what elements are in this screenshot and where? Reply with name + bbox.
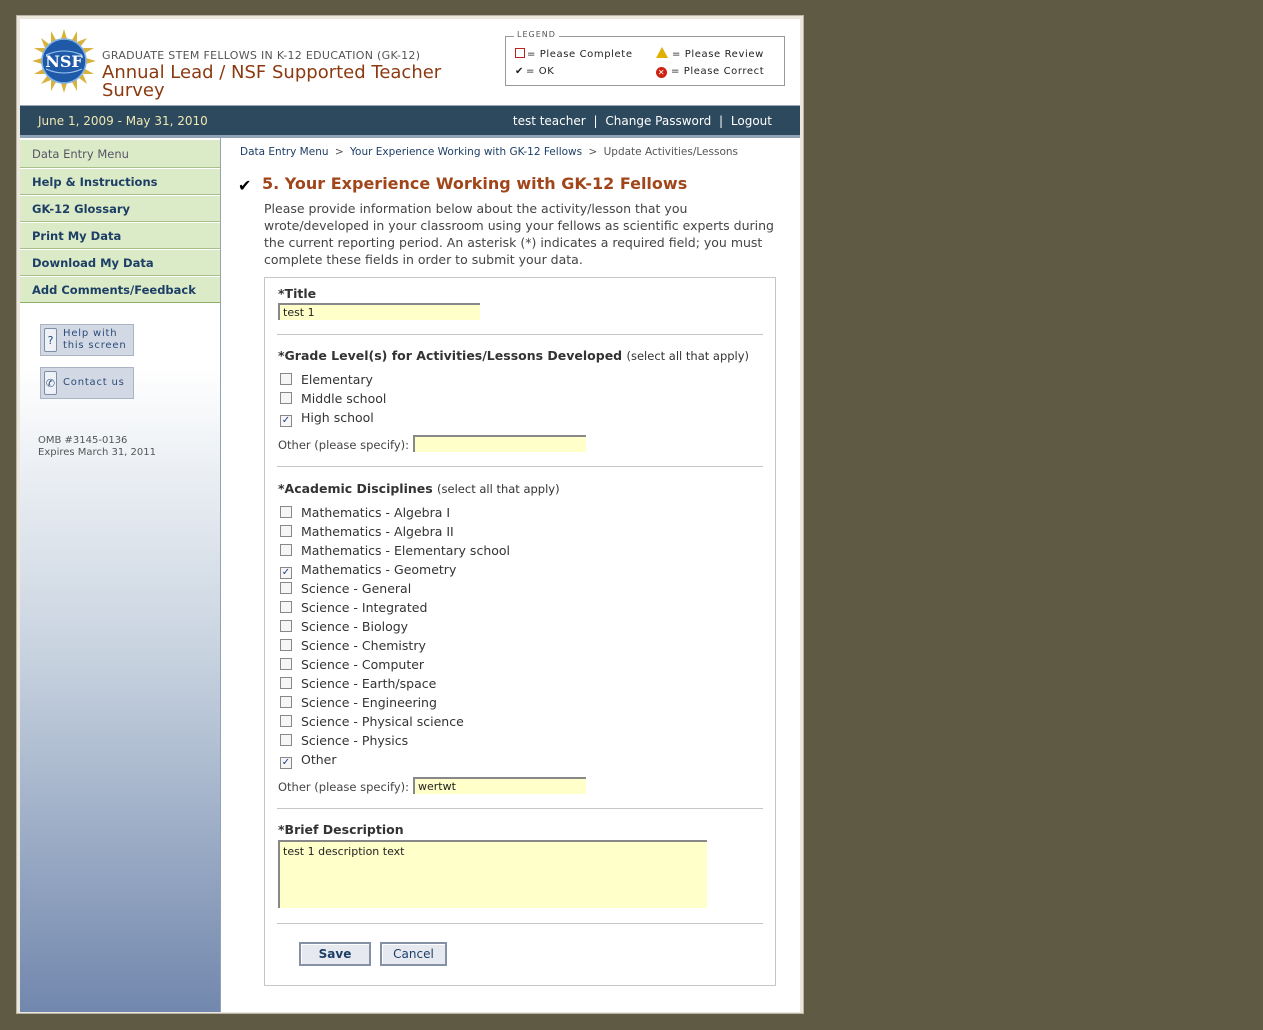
discipline-option[interactable] [280, 638, 426, 656]
menu-item-comments-feedback[interactable]: Add Comments/Feedback [20, 277, 220, 303]
menu-title: Data Entry Menu [20, 140, 220, 168]
help-icon: ? [44, 328, 57, 352]
discipline-option[interactable] [280, 752, 337, 770]
grade-other-label: Other (please specify): [278, 438, 410, 452]
menu-item-download-data[interactable]: Download My Data [20, 250, 220, 276]
save-button[interactable]: Save [299, 942, 371, 966]
divider [277, 923, 763, 924]
description-label: *Brief Description [278, 822, 404, 837]
omb-expires: Expires March 31, 2011 [38, 447, 156, 458]
description-textarea[interactable]: test 1 description text [278, 840, 707, 908]
program-subhead: GRADUATE STEM FELLOWS IN K-12 EDUCATION (GK-12) [102, 49, 421, 62]
grade-level-label [278, 348, 749, 363]
discipline-option[interactable] [280, 714, 464, 732]
discipline-label: Mathematics - Geometry [301, 562, 457, 577]
checkbox[interactable] [280, 544, 292, 556]
user-nav [513, 114, 772, 128]
legend-review-label: = Please Review [672, 49, 764, 60]
legend-ok [515, 66, 554, 77]
grade-option-label: High school [301, 410, 374, 425]
checkbox[interactable] [280, 601, 292, 613]
discipline-label: Science - Integrated [301, 600, 428, 615]
checkbox[interactable] [280, 506, 292, 518]
breadcrumb [240, 146, 738, 158]
page [20, 19, 800, 1012]
menu-item-print-data[interactable]: Print My Data [20, 223, 220, 249]
checkbox[interactable] [280, 658, 292, 670]
error-icon: ✕ [657, 68, 666, 77]
title-input[interactable] [278, 303, 480, 320]
discipline-option[interactable] [280, 733, 408, 751]
top-bar [20, 106, 800, 138]
nav-separator: | [719, 114, 724, 128]
discipline-option[interactable] [280, 657, 424, 675]
sidebar [20, 138, 221, 1012]
phone-icon: ✆ [44, 371, 57, 395]
section-status-check-icon: ✔ [238, 176, 252, 195]
breadcrumb-data-entry-menu[interactable]: Data Entry Menu [240, 146, 329, 158]
legend-review [656, 47, 764, 60]
legend-ok-label: = OK [525, 66, 555, 77]
reporting-period: June 1, 2009 - May 31, 2010 [38, 114, 208, 128]
legend-correct-label: = Please Correct [671, 66, 765, 77]
legend-box [505, 30, 785, 86]
app-title: Annual Lead / NSF Supported Teacher Survey [102, 62, 442, 101]
menu-item-help-instructions[interactable]: Help & Instructions [20, 169, 220, 195]
discipline-label: Mathematics - Algebra I [301, 505, 451, 520]
page-frame [16, 15, 804, 1014]
discipline-other-label: Other (please specify): [278, 780, 410, 794]
title-label: *Title [278, 286, 317, 301]
grade-option-high-school[interactable] [280, 410, 374, 428]
grade-level-label-text: *Grade Level(s) for Activities/Lessons Developed [278, 348, 623, 363]
discipline-label: Mathematics - Elementary school [301, 543, 511, 558]
discipline-label: Science - Computer [301, 657, 425, 672]
discipline-label: Science - Engineering [301, 695, 437, 710]
section-title: 5. Your Experience Working with GK-12 Fellows [262, 174, 688, 193]
warning-icon [656, 47, 668, 58]
breadcrumb-current: Update Activities/Lessons [603, 146, 739, 158]
cancel-button[interactable]: Cancel [380, 942, 447, 966]
discipline-label: Science - Physical science [301, 714, 464, 729]
logout-link[interactable]: Logout [730, 114, 772, 128]
discipline-option[interactable] [280, 562, 456, 580]
disciplines-label-text: *Academic Disciplines [278, 481, 433, 496]
checkbox-checked[interactable]: ✓ [281, 567, 291, 578]
grade-option-elementary[interactable] [280, 372, 373, 390]
checkbox[interactable] [280, 620, 292, 632]
contact-us-button[interactable] [40, 367, 134, 399]
discipline-option[interactable] [280, 676, 436, 694]
checkbox[interactable] [280, 734, 292, 746]
grade-option-middle-school[interactable] [280, 391, 386, 409]
help-label-line2: this screen [63, 340, 127, 351]
user-name-link[interactable]: test teacher [512, 114, 586, 128]
legend-complete [515, 48, 633, 60]
header [20, 19, 800, 106]
legend-correct [656, 66, 764, 78]
checkbox[interactable] [280, 582, 292, 594]
discipline-label: Science - Chemistry [301, 638, 426, 653]
discipline-label: Science - Biology [301, 619, 409, 634]
help-screen-button[interactable] [40, 324, 134, 356]
omb-number: OMB #3145-0136 [38, 435, 128, 446]
contact-us-label: Contact us [63, 377, 125, 388]
divider [277, 808, 763, 809]
menu-item-glossary[interactable]: GK-12 Glossary [20, 196, 220, 222]
discipline-label: Mathematics - Algebra II [301, 524, 454, 539]
nav-separator: | [593, 114, 598, 128]
divider [277, 466, 763, 467]
breadcrumb-separator: > [334, 146, 344, 158]
grade-level-note: (select all that apply) [626, 349, 750, 363]
discipline-option[interactable] [280, 600, 427, 618]
section-intro: Please provide information below about the activity/lesson that you wrote/developed in your classroom using your fellows as scientific experts during the current reporting period. An asterisk (*) indicates a required field; you must complete these fields in order to submit your data. [264, 201, 774, 267]
nsf-logo [32, 29, 96, 93]
discipline-label: Other [301, 752, 337, 767]
help-screen-label [63, 328, 126, 352]
legend-complete-label: = Please Complete [527, 49, 633, 60]
discipline-option[interactable] [280, 524, 454, 542]
divider [277, 334, 763, 335]
discipline-option[interactable] [280, 581, 411, 599]
check-icon: ✔ [515, 66, 524, 77]
grade-option-label: Middle school [301, 391, 387, 406]
disciplines-note: (select all that apply) [437, 482, 560, 496]
discipline-option[interactable] [280, 619, 408, 637]
breadcrumb-separator: > [588, 146, 598, 158]
discipline-other-input[interactable] [413, 777, 586, 794]
legend-title: LEGEND [514, 30, 559, 39]
checkbox[interactable] [280, 715, 292, 727]
discipline-option[interactable] [280, 505, 450, 523]
discipline-label: Science - Physics [301, 733, 409, 748]
checkbox[interactable] [280, 373, 292, 385]
checkbox[interactable] [280, 677, 292, 689]
checkbox[interactable] [280, 525, 292, 537]
empty-box-icon [515, 48, 525, 58]
checkbox-checked[interactable]: ✓ [281, 415, 291, 426]
checkbox[interactable] [280, 392, 292, 404]
change-password-link[interactable]: Change Password [605, 114, 712, 128]
discipline-option[interactable] [280, 543, 510, 561]
discipline-label: Science - General [301, 581, 412, 596]
discipline-option[interactable] [280, 695, 437, 713]
activity-form [264, 277, 776, 986]
grade-option-label: Elementary [301, 372, 373, 387]
grade-other-input[interactable] [413, 435, 586, 452]
checkbox-checked[interactable]: ✓ [281, 757, 291, 768]
breadcrumb-experience[interactable]: Your Experience Working with GK-12 Fellows [350, 146, 583, 158]
disciplines-label [278, 481, 560, 496]
discipline-label: Science - Earth/space [301, 676, 437, 691]
checkbox[interactable] [280, 639, 292, 651]
logo-text: NSF [45, 52, 83, 71]
checkbox[interactable] [280, 696, 292, 708]
omb-info [38, 435, 156, 459]
help-label-line1: Help with [63, 328, 118, 339]
